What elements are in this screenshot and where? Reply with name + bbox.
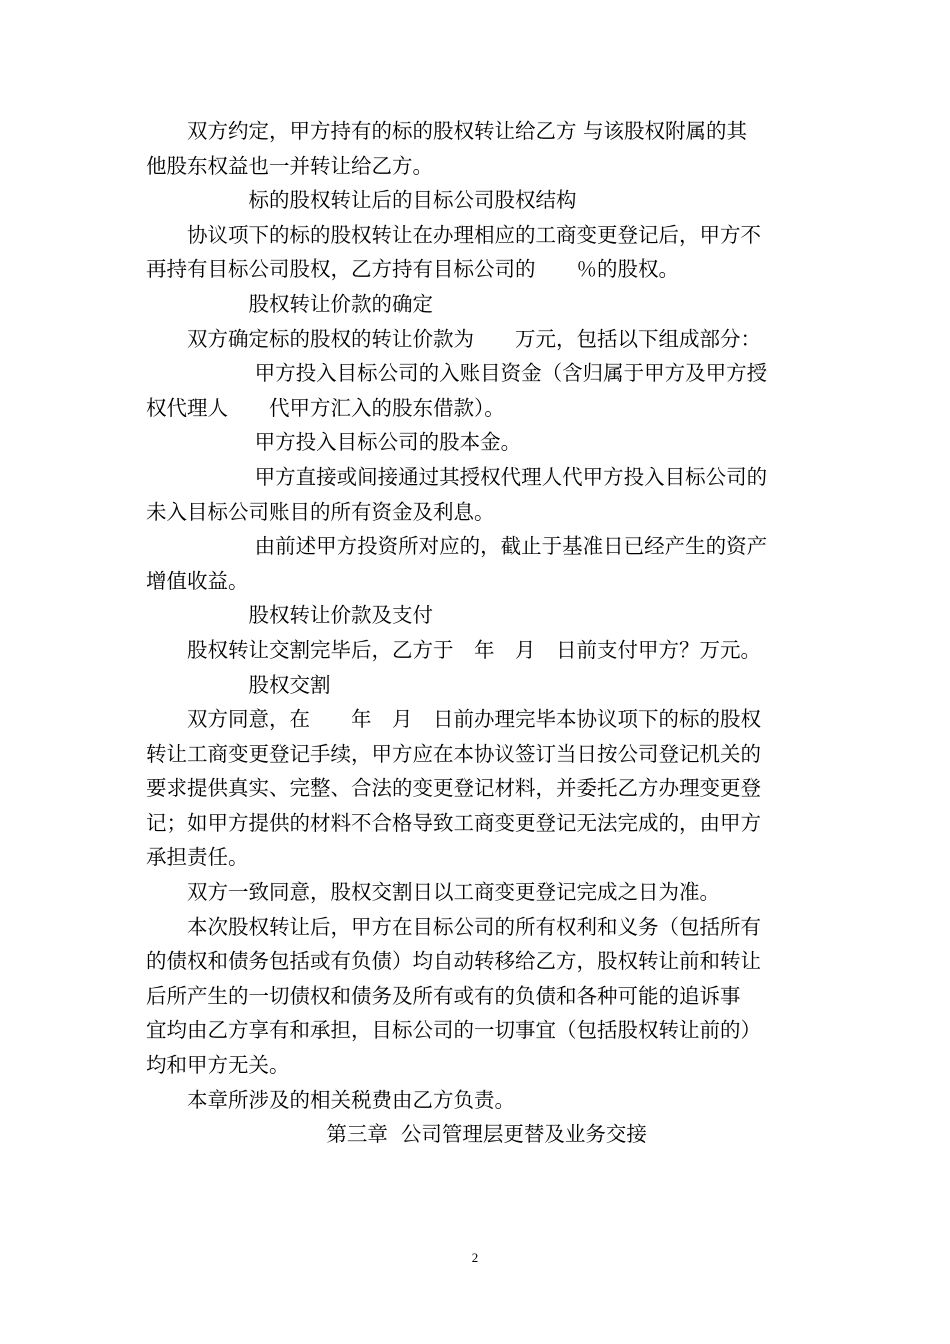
text-line: 双方确定标的股权的转让价款为 万元，包括以下组成部分：	[187, 326, 761, 351]
text-line: 股权转让价款及支付	[248, 603, 433, 628]
page-number: 2	[471, 1250, 479, 1265]
text-line: 本章所涉及的相关税费由乙方负责。	[187, 1087, 515, 1112]
text-line: 均和甲方无关。	[146, 1053, 290, 1078]
document-body	[146, 114, 810, 1152]
text-line: 承担责任。	[146, 845, 249, 870]
text-line: 记；如甲方提供的材料不合格导致工商变更登记无法完成的，由甲方	[146, 810, 761, 835]
text-line: 股权转让交割完毕后，乙方于 年 月 日前支付甲方？万元。	[187, 637, 761, 662]
text-line: 宜均由乙方享有和承担，目标公司的一切事宜（包括股权转让前的）	[146, 1018, 761, 1043]
text-line: 双方同意，在 年 月 日前办理完毕本协议项下的标的股权	[187, 707, 761, 732]
text-line: 权代理人 代甲方汇入的股东借款）。	[146, 395, 505, 420]
text-line: 增值收益。	[146, 568, 249, 593]
text-line: 要求提供真实、完整、合法的变更登记材料，并委托乙方办理变更登	[146, 776, 761, 801]
text-line: 未入目标公司账目的所有资金及利息。	[146, 499, 495, 524]
text-line: 再持有目标公司股权，乙方持有目标公司的 ％的股权。	[146, 257, 679, 282]
text-line: 双方一致同意，股权交割日以工商变更登记完成之日为准。	[187, 880, 720, 905]
text-line: 本次股权转让后，甲方在目标公司的所有权利和义务（包括所有	[187, 914, 761, 939]
text-line: 股权交割	[248, 672, 331, 697]
text-line: 甲方投入目标公司的股本金。	[254, 430, 522, 455]
text-line: 股权转让价款的确定	[248, 291, 433, 316]
text-line: 后所产生的一切债权和债务及所有或有的负债和各种可能的追诉事	[146, 983, 741, 1008]
text-line: 标的股权转让后的目标公司股权结构	[248, 188, 577, 213]
text-line: 双方约定，甲方持有的标的股权转让给乙方 与该股权附属的其	[187, 119, 748, 143]
text-line: 转让工商变更登记手续，甲方应在本协议签订当日按公司登记机关的	[146, 741, 761, 766]
text-line: 甲方直接或间接通过其授权代理人代甲方投入目标公司的	[254, 464, 768, 489]
text-line: 的债权和债务包括或有负债）均自动转移给乙方，股权转让前和转让	[146, 949, 761, 974]
text-line: 甲方投入目标公司的入账目资金（含归属于甲方及甲方授	[254, 361, 768, 386]
text-line: 由前述甲方投资所对应的，截止于基准日已经产生的资产	[254, 534, 768, 559]
text-line: 协议项下的标的股权转让在办理相应的工商变更登记后，甲方不	[187, 222, 761, 247]
text-line: 他股东权益也一并转让给乙方。	[146, 153, 433, 178]
text-line: 第三章 公司管理层更替及业务交接	[326, 1122, 647, 1147]
